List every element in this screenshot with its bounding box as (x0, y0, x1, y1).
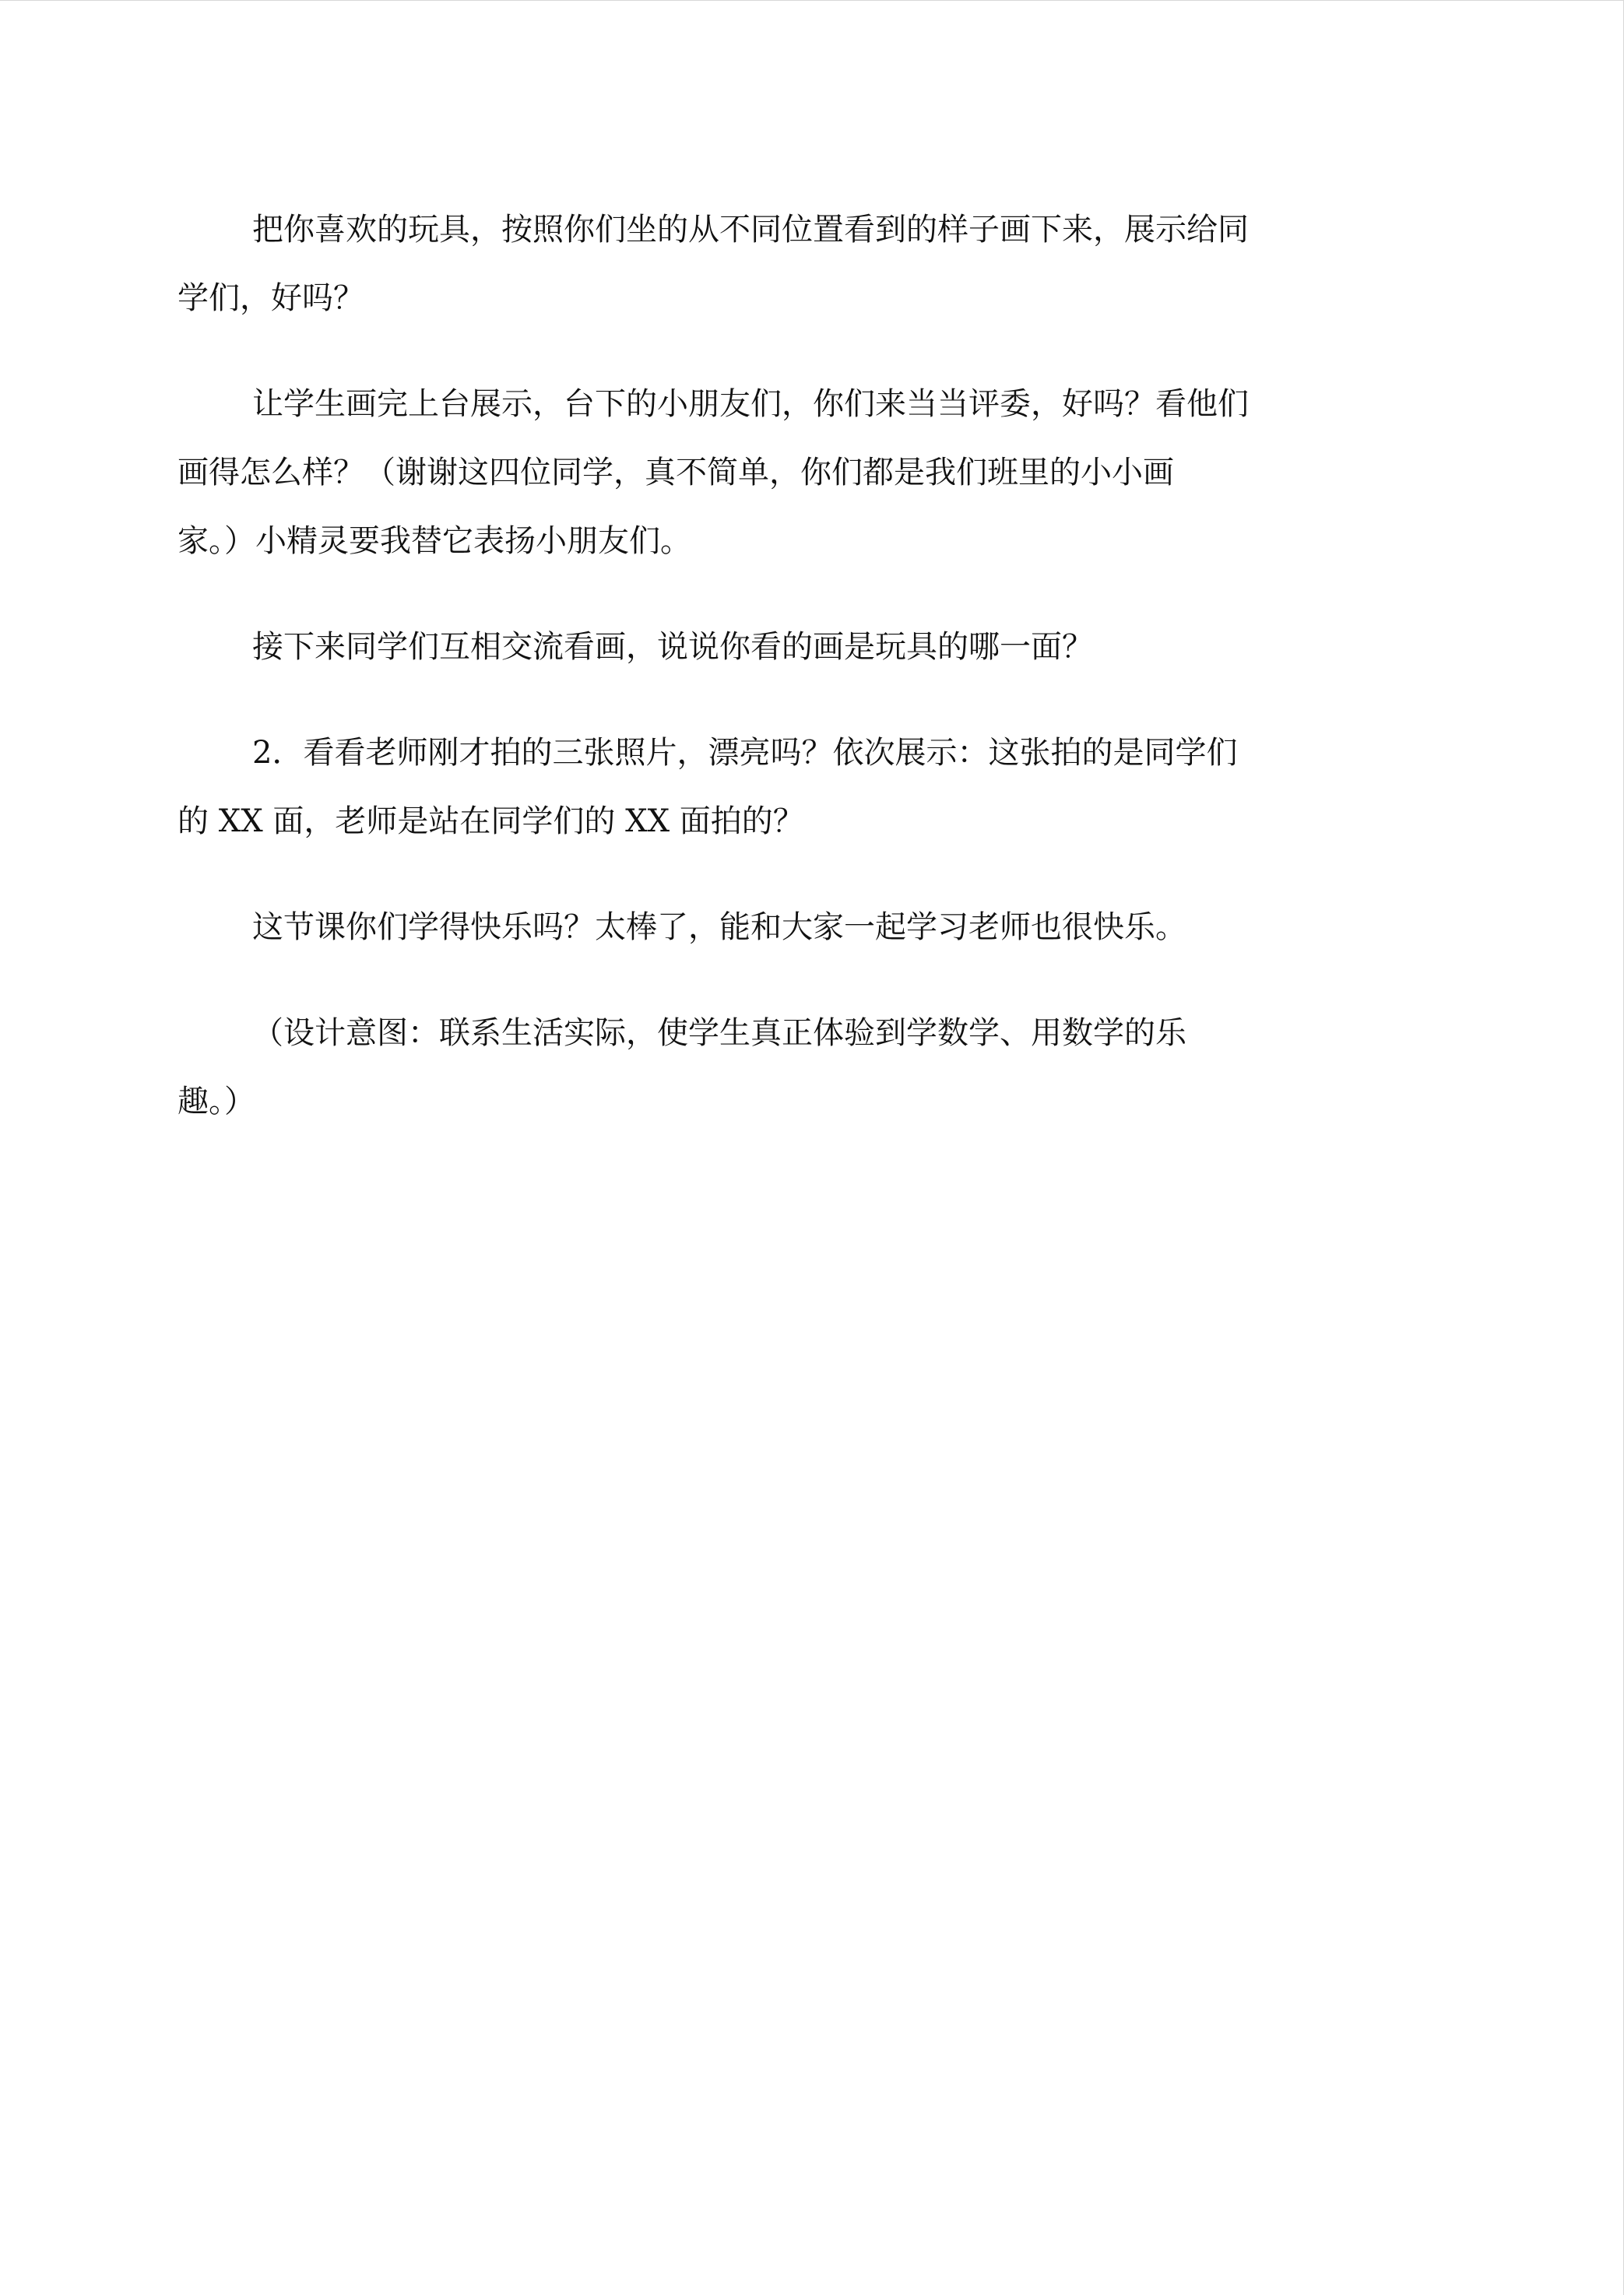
paragraph-draw-toys (178, 195, 1454, 332)
paragraph-show-drawings (178, 370, 1454, 575)
paragraph-line: 画得怎么样？（谢谢这四位同学，真不简单，你们都是我们班里的小小画 (178, 455, 1174, 490)
paragraph-line: 趣。） (178, 1084, 255, 1119)
paragraph-line: （设计意图：联系生活实际，使学生真正体验到学数学、用数学的乐 (252, 1015, 1186, 1051)
paragraph-line: 2．看看老师刚才拍的三张照片，漂亮吗？依次展示：这张拍的是同学们 (252, 735, 1238, 771)
paragraph-exchange-drawings (178, 613, 1454, 681)
paragraph-design-intent (178, 999, 1454, 1136)
paragraph-line: 学们，好吗？ (178, 280, 364, 316)
paragraph-line: 接下来同学们互相交流看画，说说你看的画是玩具的哪一面？ (252, 629, 1093, 665)
paragraph-line: 家。）小精灵要我替它表扬小朋友们。 (178, 523, 691, 559)
paragraph-line: 的 XX 面，老师是站在同学们的 XX 面拍的？ (178, 803, 804, 839)
document-body (178, 195, 1454, 1173)
paragraph-photos (178, 719, 1454, 856)
paragraph-line: 让学生画完上台展示，台下的小朋友们，你们来当当评委，好吗？看他们 (252, 386, 1249, 422)
paragraph-line: 把你喜欢的玩具，按照你们坐的从不同位置看到的样子画下来，展示给同 (252, 212, 1249, 248)
paragraph-line: 这节课你们学得快乐吗？太棒了，能和大家一起学习老师也很快乐。 (252, 909, 1186, 945)
paragraph-class-happy (178, 893, 1454, 961)
